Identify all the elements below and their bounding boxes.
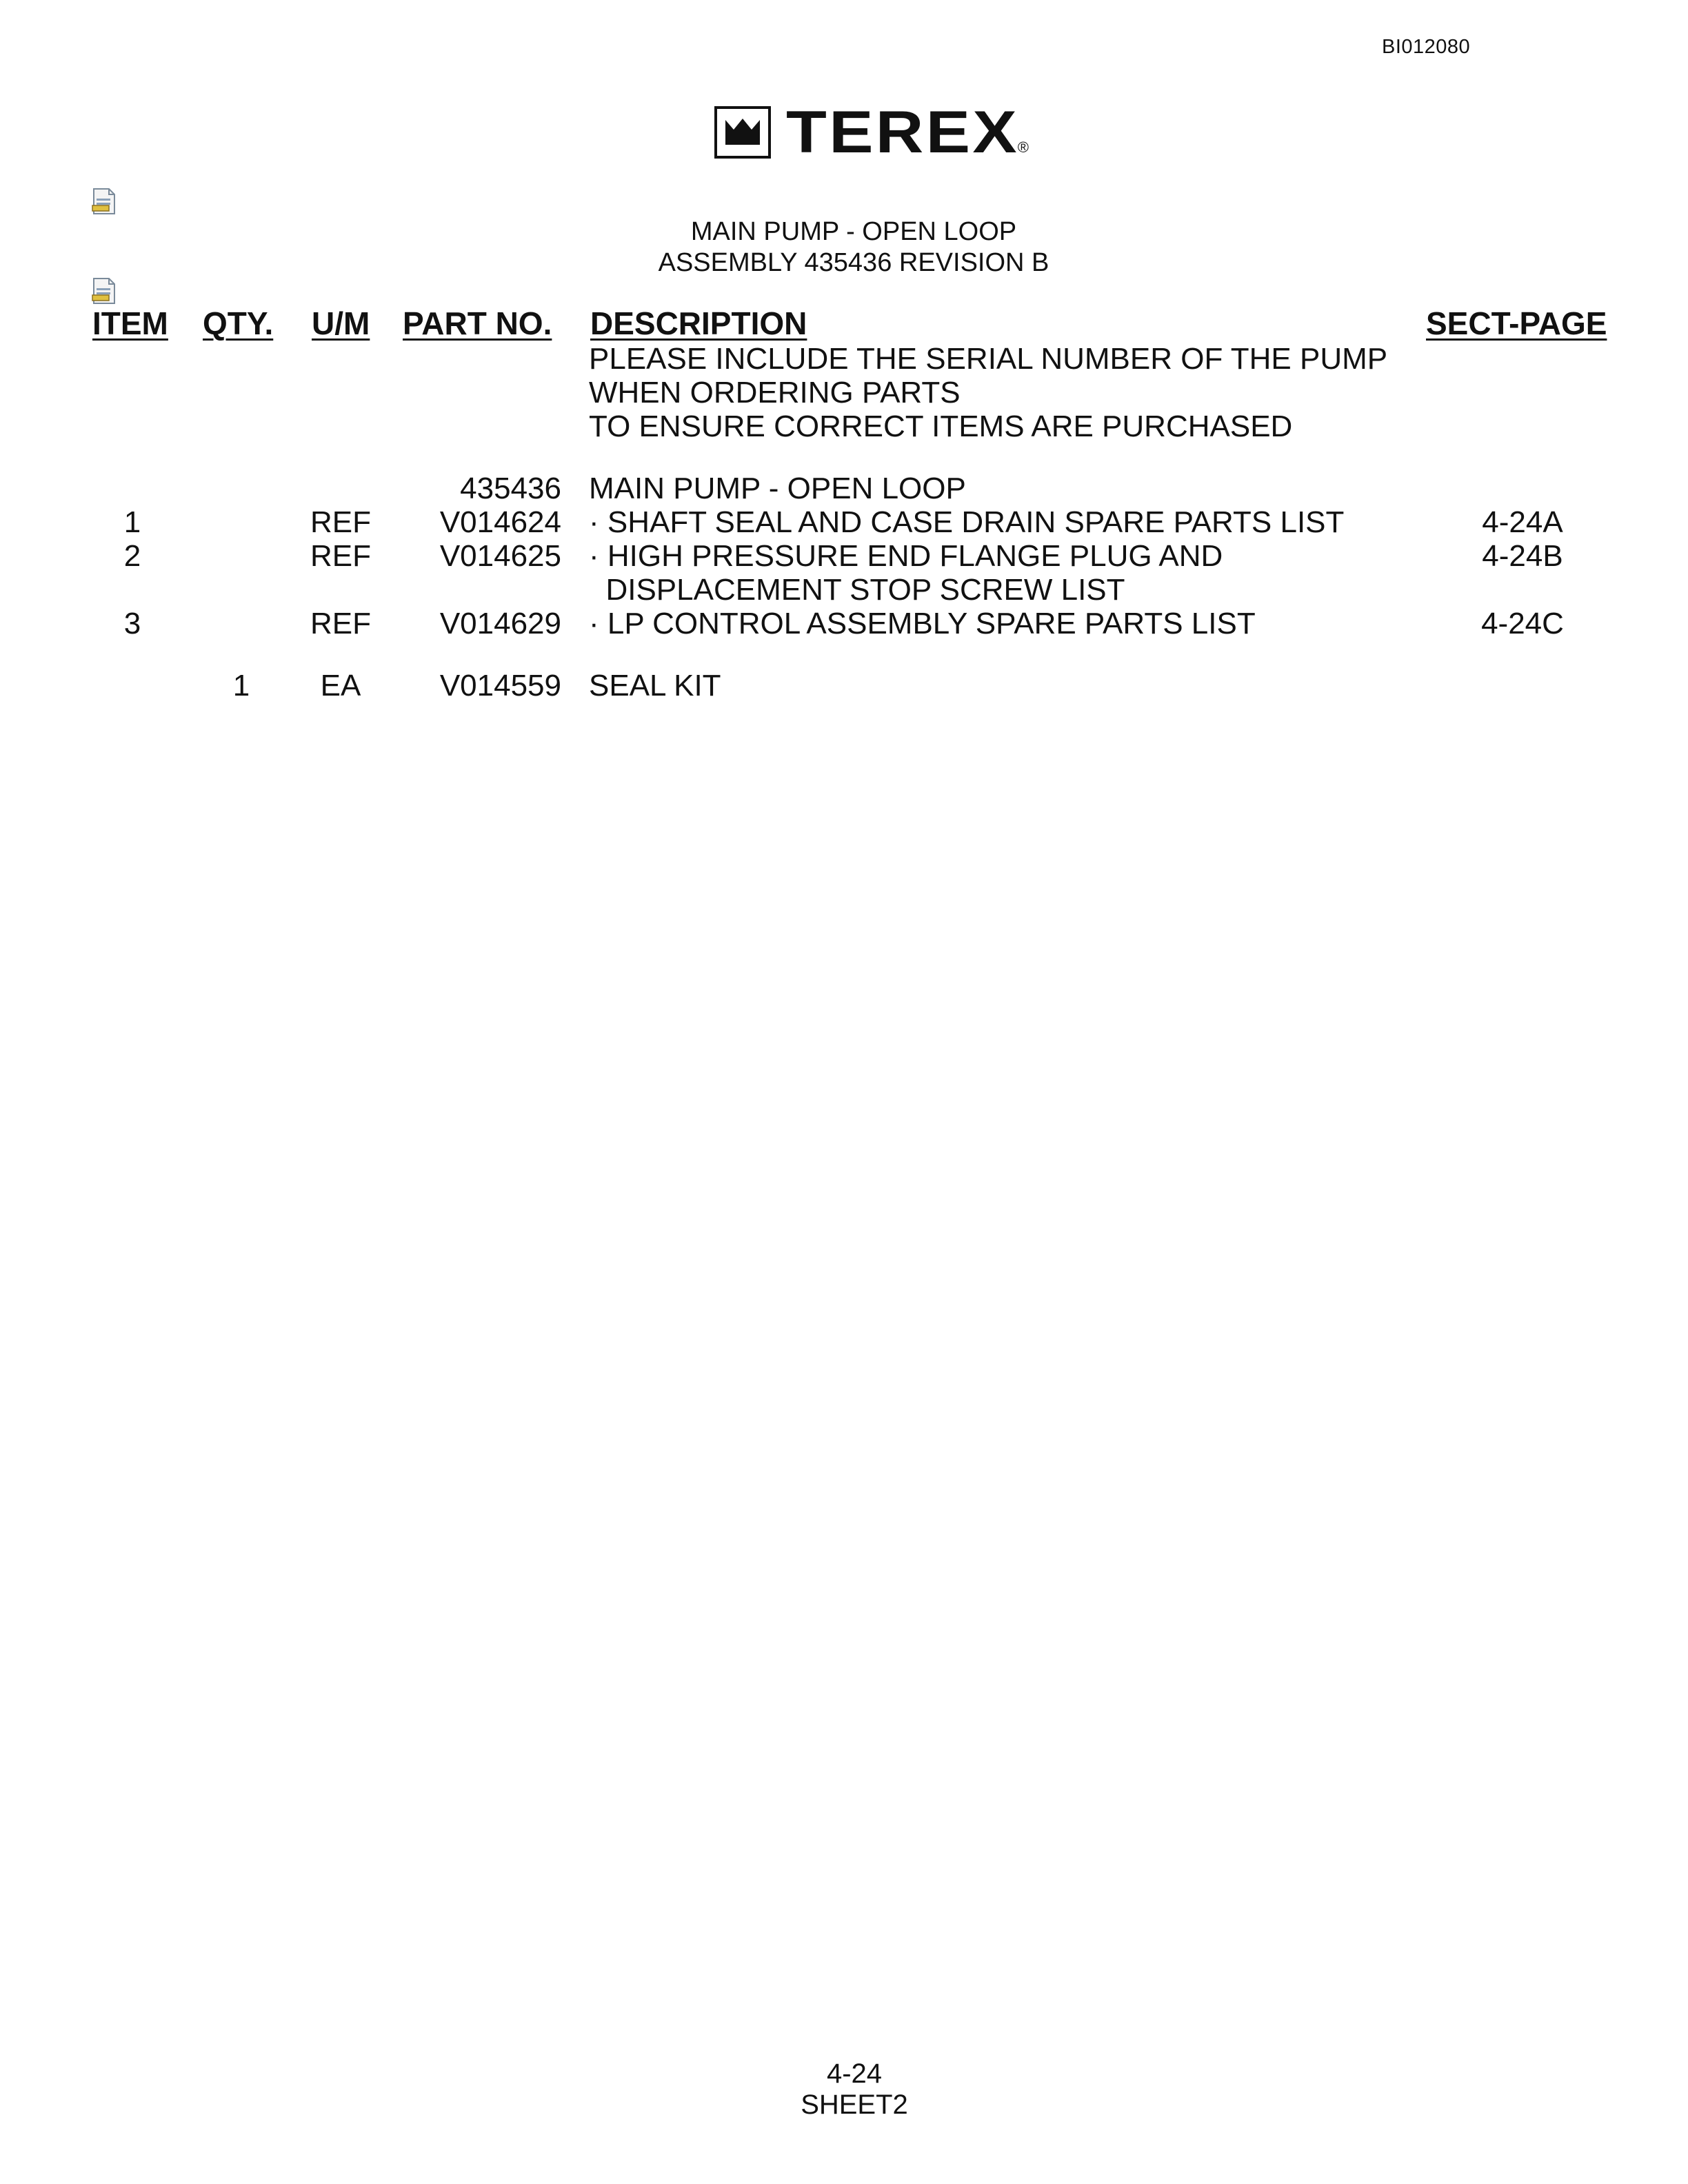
ordering-note — [589, 342, 1387, 443]
table-header — [0, 305, 1688, 343]
sheet-label: SHEET2 — [801, 2090, 908, 2120]
page-number: 4-24 — [826, 2059, 883, 2089]
cell-um: REF — [310, 539, 371, 573]
cell-item: 1 — [123, 505, 141, 539]
cell-part-no: V014624 — [439, 505, 561, 539]
table-row — [0, 472, 1688, 505]
header-part-no: PART NO. — [403, 305, 552, 341]
brand-name: TEREX — [786, 99, 1019, 165]
crown-icon — [714, 106, 771, 159]
cell-description: SEAL KIT — [589, 669, 721, 702]
table-row — [0, 607, 1688, 640]
note-line-1: PLEASE INCLUDE THE SERIAL NUMBER OF THE PUMP — [589, 342, 1388, 376]
table-row — [0, 539, 1688, 573]
title-line-2: ASSEMBLY 435436 REVISION B — [658, 248, 1049, 277]
attachment-note-icon-2[interactable] — [91, 277, 117, 305]
header-item: ITEM — [92, 305, 168, 341]
cell-um: REF — [310, 505, 371, 539]
cell-description: · SHAFT SEAL AND CASE DRAIN SPARE PARTS LIST — [589, 505, 1345, 539]
cell-sect-page: 4-24A — [1482, 505, 1563, 539]
table-row — [0, 573, 1688, 607]
terex-logo — [714, 99, 1029, 165]
page-footer — [0, 2059, 1688, 2121]
cell-part-no: V014559 — [439, 669, 561, 702]
header-qty: QTY. — [203, 305, 274, 341]
cell-part-no: 435436 — [460, 472, 561, 505]
document-title — [0, 216, 1688, 279]
table-row — [0, 505, 1688, 539]
cell-sect-page: 4-24B — [1482, 539, 1563, 573]
registered-mark: ® — [1017, 139, 1029, 156]
title-line-1: MAIN PUMP - OPEN LOOP — [690, 217, 1017, 246]
document-id: BI012080 — [1382, 36, 1471, 58]
cell-description: · LP CONTROL ASSEMBLY SPARE PARTS LIST — [589, 607, 1256, 640]
cell-description: MAIN PUMP - OPEN LOOP — [589, 472, 966, 505]
note-line-3: TO ENSURE CORRECT ITEMS ARE PURCHASED — [589, 410, 1293, 443]
cell-sect-page: 4-24C — [1481, 607, 1564, 640]
table-row — [0, 669, 1688, 702]
attachment-note-icon[interactable] — [91, 188, 117, 215]
cell-item: 3 — [123, 607, 141, 640]
cell-um: REF — [310, 607, 371, 640]
cell-part-no: V014625 — [439, 539, 561, 573]
note-line-2: WHEN ORDERING PARTS — [589, 376, 961, 410]
cell-um: EA — [320, 669, 361, 702]
cell-qty: 1 — [232, 669, 250, 702]
cell-part-no: V014629 — [439, 607, 561, 640]
header-um: U/M — [312, 305, 370, 341]
cell-description: · HIGH PRESSURE END FLANGE PLUG AND — [589, 539, 1223, 573]
header-description: DESCRIPTION — [590, 305, 807, 341]
header-sect-page: SECT-PAGE — [1426, 305, 1607, 341]
cell-description: DISPLACEMENT STOP SCREW LIST — [589, 573, 1125, 607]
cell-item: 2 — [123, 539, 141, 573]
